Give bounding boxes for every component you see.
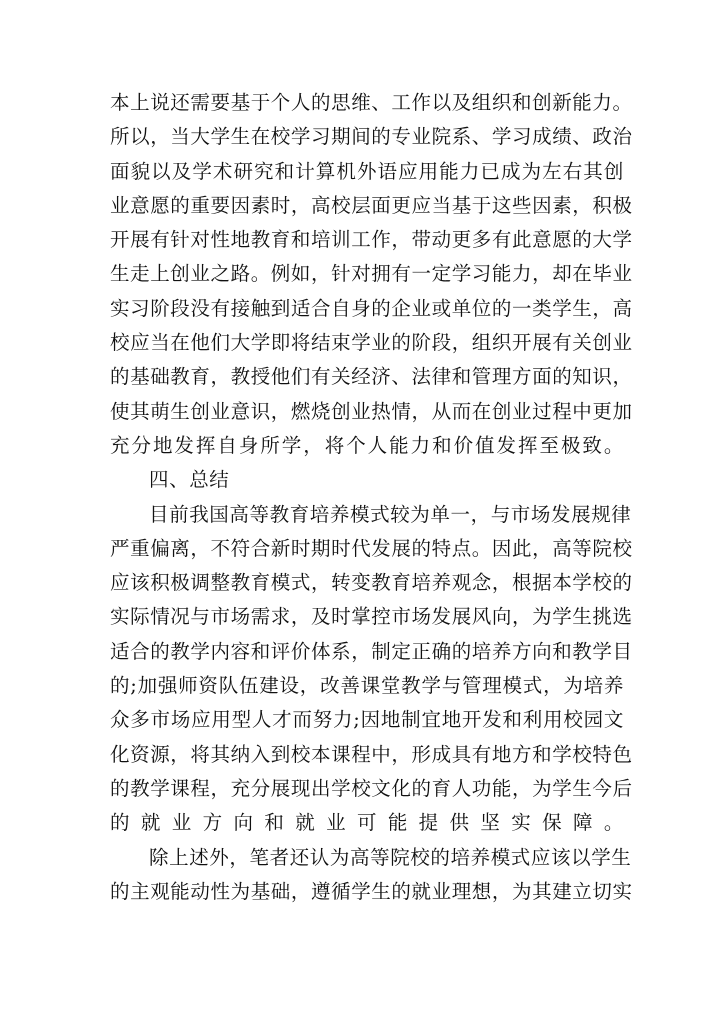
text-line: 所以，当大学生在校学习期间的专业院系、学习成绩、政治 — [110, 125, 633, 149]
text-line: 校应当在他们大学即将结束学业的阶段，组织开展有关创业 — [110, 331, 633, 355]
text-line: 应该积极调整教育模式，转变教育培养观念，根据本学校的 — [110, 571, 633, 595]
text-line: 面貌以及学术研究和计算机外语应用能力已成为左右其创 — [110, 159, 624, 183]
text-line: 严重偏离，不符合新时期时代发展的特点。因此，高等院校 — [110, 536, 633, 560]
text-line: 除上述外，笔者还认为高等院校的培养模式应该以学生 — [149, 845, 632, 869]
text-line: 的教学课程，充分展现出学校文化的育人功能，为学生今后 — [110, 776, 633, 800]
text-line: 众多市场应用型人才而努力;因地制宜地开发和利用校园文 — [110, 708, 624, 732]
paragraph-2 — [110, 498, 633, 841]
section-heading: 四、总结 — [149, 468, 230, 492]
paragraph-3 — [110, 841, 633, 910]
text-line: 业意愿的重要因素时，高校层面更应当基于这些因素，积极 — [110, 193, 633, 217]
text-line: 的主观能动性为基础，遵循学生的就业理想，为其建立切实 — [110, 879, 633, 903]
text-line: 实际情况与市场需求，及时掌控市场发展风向，为学生挑选 — [110, 605, 633, 629]
text-line: 生走上创业之路。例如，针对拥有一定学习能力，却在毕业 — [110, 262, 633, 286]
text-line: 本上说还需要基于个人的思维、工作以及组织和创新能力。 — [110, 91, 633, 114]
text-line: 的就业方向和就业可能提供坚实保障。 — [110, 811, 624, 835]
text-line: 化资源，将其纳入到校本课程中，形成具有地方和学校特色 — [110, 742, 633, 766]
text-line: 的基础教育，教授他们有关经济、法律和管理方面的知识， — [110, 365, 633, 389]
text-line: 开展有针对性地教育和培训工作，带动更多有此意愿的大学 — [110, 228, 633, 252]
text-line: 目前我国高等教育培养模式较为单一，与市场发展规律 — [149, 502, 632, 526]
text-line: 使其萌生创业意识，燃烧创业热情，从而在创业过程中更加 — [110, 399, 633, 423]
text-line: 适合的教学内容和评价体系，制定正确的培养方向和教学目 — [110, 639, 633, 663]
document-page — [110, 86, 633, 909]
text-line: 的;加强师资队伍建设，改善课堂教学与管理模式，为培养 — [110, 674, 624, 698]
text-line: 实习阶段没有接触到适合自身的企业或单位的一类学生，高 — [110, 296, 633, 320]
text-line: 充分地发挥自身所学，将个人能力和价值发挥至极致。 — [110, 433, 624, 457]
paragraph-1 — [110, 86, 633, 463]
